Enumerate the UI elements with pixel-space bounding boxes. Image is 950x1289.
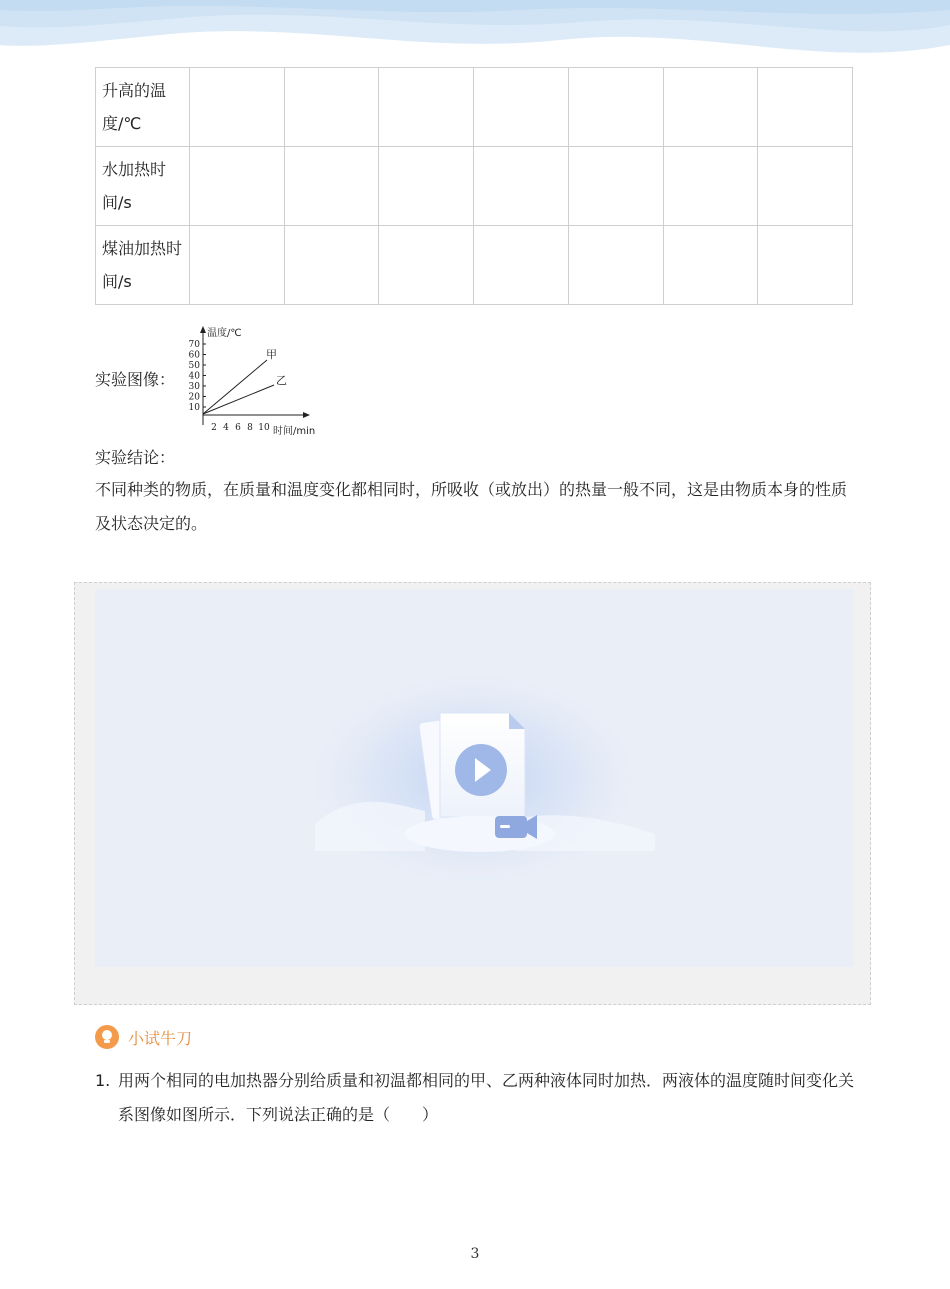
- table-cell: [190, 68, 285, 147]
- x-tick-label: 10: [258, 423, 270, 433]
- table-cell: [284, 147, 379, 226]
- y-tick-label: 70: [188, 340, 200, 350]
- y-tick-label: 10: [188, 403, 200, 413]
- table-cell: [663, 68, 758, 147]
- y-tick-label: 50: [188, 361, 200, 371]
- x-tick-label: 8: [247, 423, 253, 433]
- conclusion-text: 不同种类的物质，在质量和温度变化都相同时，所吸收（或放出）的热量一般不同，这是由物质本身的性质及状态决定的。: [95, 480, 848, 533]
- y-axis-arrow: [200, 326, 206, 333]
- lightbulb-icon: [95, 1025, 119, 1049]
- data-table: [95, 67, 853, 305]
- table-row: [96, 68, 853, 147]
- series-line-yi: [203, 385, 274, 414]
- x-tick-label: 4: [223, 423, 229, 433]
- table-cell: [379, 147, 474, 226]
- row-header: 水加热时间/s: [96, 147, 190, 226]
- table-cell: [474, 147, 569, 226]
- section-title: 小试牛刀: [128, 1029, 193, 1048]
- table-cell: [284, 68, 379, 147]
- row-header: 煤油加热时间/s: [96, 226, 190, 305]
- x-tick-label: 6: [235, 423, 241, 433]
- table-cell: [568, 147, 663, 226]
- y-tick-label: 60: [188, 350, 200, 361]
- table-cell: [663, 147, 758, 226]
- table-cell: [758, 68, 853, 147]
- table-row: [96, 226, 853, 305]
- table-cell: [284, 226, 379, 305]
- table-cell: [568, 68, 663, 147]
- table-cell: [379, 68, 474, 147]
- series-label-yi: 乙: [276, 374, 287, 387]
- table-cell: [758, 147, 853, 226]
- y-axis-title: 温度/℃: [207, 328, 242, 339]
- row-header: 升高的温度/℃: [96, 68, 190, 147]
- table-row: [96, 147, 853, 226]
- page-number: 3: [470, 1246, 480, 1262]
- video-placeholder[interactable]: [95, 589, 854, 967]
- video-placeholder-illustration: [95, 589, 854, 967]
- video-player[interactable]: [74, 582, 871, 1005]
- x-axis-title: 时间/min: [273, 426, 316, 437]
- y-tick-label: 20: [188, 392, 200, 403]
- x-tick-label: 2: [211, 423, 217, 433]
- series-label-jia: 甲: [266, 348, 277, 361]
- table-cell: [568, 226, 663, 305]
- table-cell: [190, 226, 285, 305]
- question-text: 用两个相同的电加热器分别给质量和初温都相同的甲、乙两种液体同时加热．两液体的温度随时间变化关系图像如图所示．下列说法正确的是（ ）: [118, 1071, 855, 1124]
- table-cell: [474, 68, 569, 147]
- y-tick-label: 30: [188, 382, 200, 392]
- conclusion-label: 实验结论：: [95, 448, 176, 467]
- table-cell: [663, 226, 758, 305]
- y-tick-label: 40: [188, 371, 200, 382]
- graph-label: 实验图像：: [95, 370, 176, 389]
- table-cell: [379, 226, 474, 305]
- question-number: 1.: [95, 1071, 111, 1090]
- header-wave-banner: [0, 0, 950, 70]
- temperature-time-graph: [183, 323, 328, 438]
- table-cell: [190, 147, 285, 226]
- camera-icon: [495, 816, 527, 838]
- table-cell: [474, 226, 569, 305]
- x-axis-arrow: [303, 412, 310, 418]
- question-item: [95, 1064, 855, 1132]
- series-line-jia: [203, 360, 267, 414]
- table-cell: [758, 226, 853, 305]
